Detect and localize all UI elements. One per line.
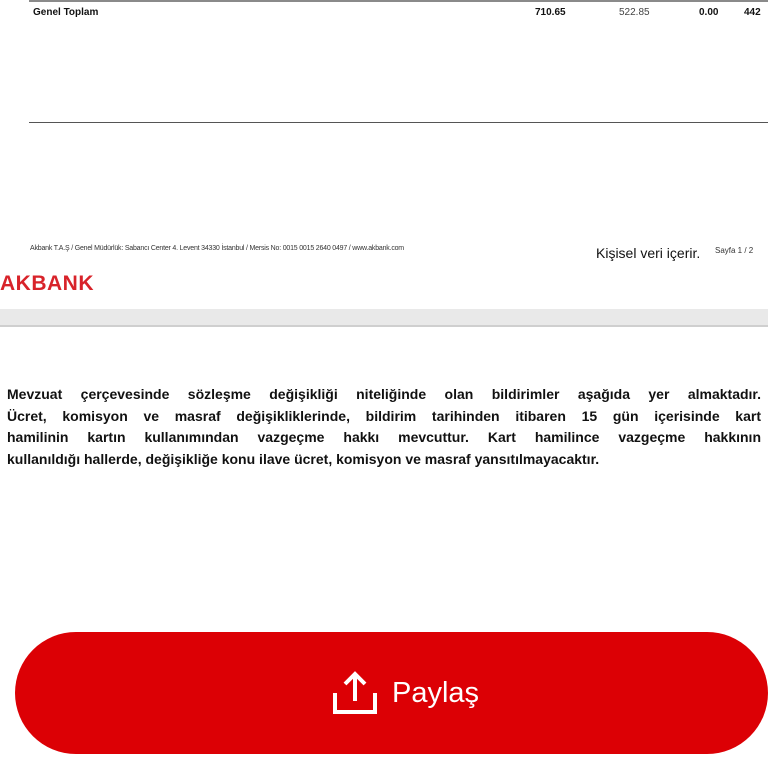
grand-total-value-4: 442 (744, 7, 761, 18)
grand-total-row (33, 7, 768, 21)
grand-total-value-2: 522.85 (619, 7, 650, 18)
grand-total-value-3: 0.00 (699, 7, 719, 18)
personal-data-note: Kişisel veri içerir. (596, 245, 701, 261)
notice-line: Mevzuat çerçevesinde sözleşme değişikliği niteliğinde olan bildirimler aşağıda yer almaktadır. (7, 386, 761, 402)
page-number: Sayfa 1 / 2 (715, 246, 754, 255)
notice-line: hamilinin kartın kullanımından vazgeçme hakkı mevcuttur. Kart hamilince vazgeçme hakkının (7, 429, 761, 445)
page-separator (0, 309, 768, 327)
share-button[interactable] (15, 632, 768, 754)
notice-paragraph (7, 384, 761, 470)
grand-total-label: Genel Toplam (33, 7, 99, 18)
share-icon (332, 671, 378, 715)
grand-total-value-1: 710.65 (535, 7, 566, 18)
table-divider (29, 0, 768, 2)
page-divider (29, 122, 768, 123)
akbank-logo: AKBANK (0, 272, 94, 295)
notice-line: Ücret, komisyon ve masraf değişikliklerinde, bildirim tarihinden itibaren 15 gün içerisinde kart (7, 407, 761, 424)
notice-line: kullanıldığı hallerde, değişikliğe konu ilave ücret, komisyon ve masraf yansıtılmayacaktır. (7, 450, 600, 467)
share-label: Paylaş (392, 676, 480, 709)
footer-address: Akbank T.A.Ş / Genel Müdürlük: Sabancı Center 4. Levent 34330 İstanbul / Mersis No: 0015 0015 2640 0497 / www.akbank.com (30, 245, 404, 252)
